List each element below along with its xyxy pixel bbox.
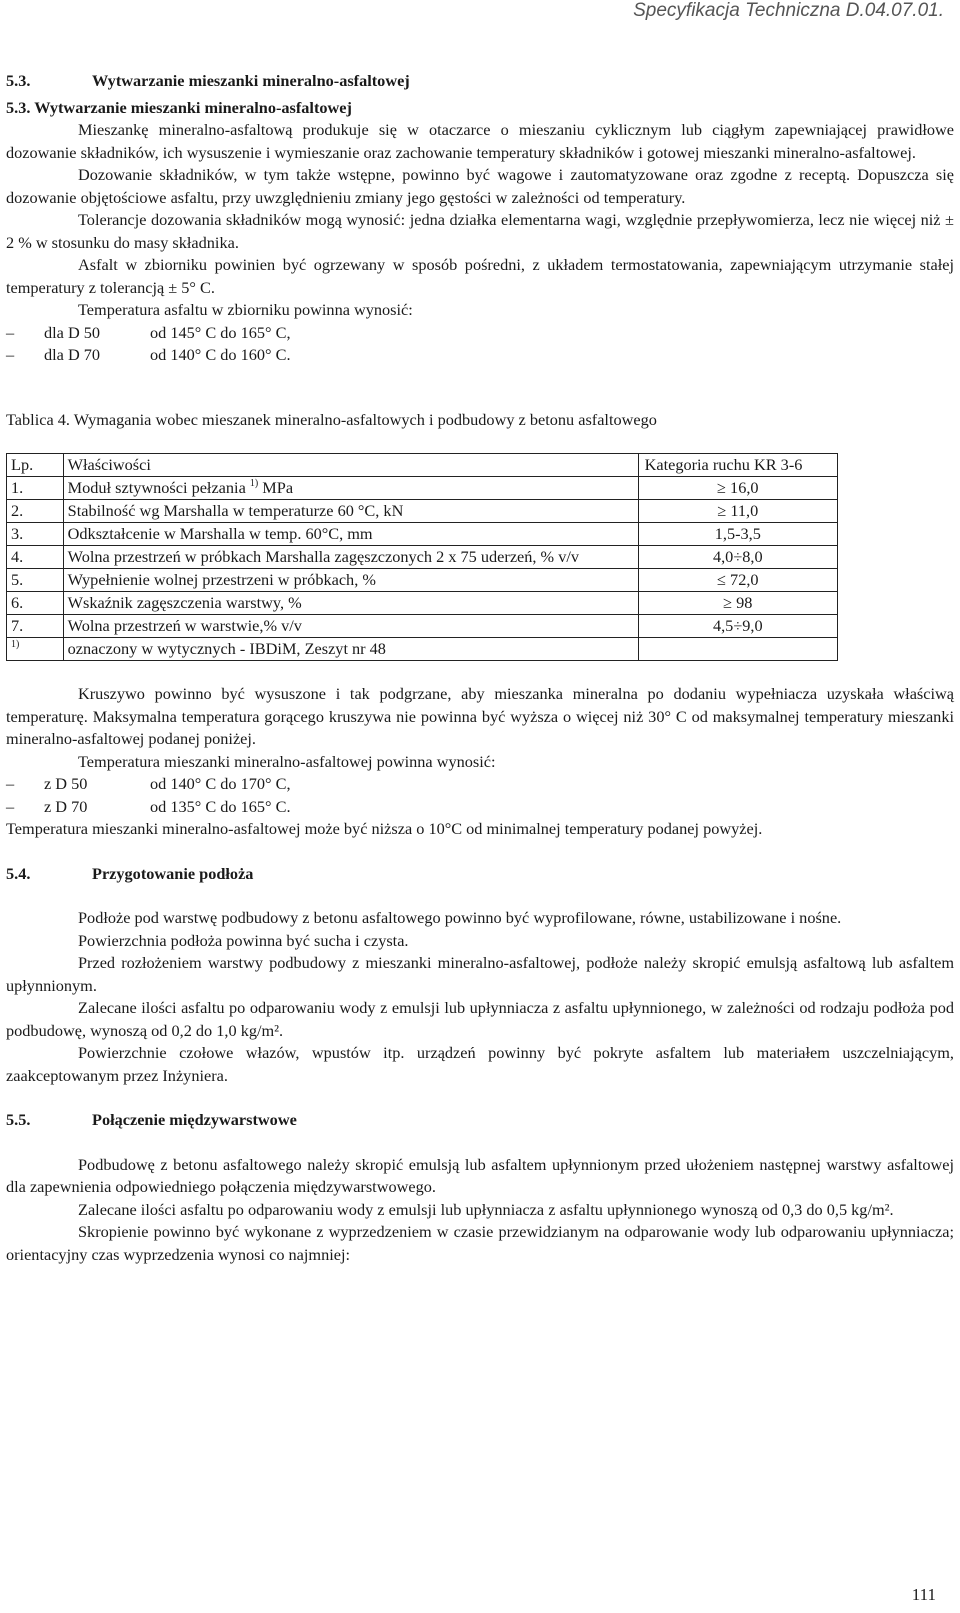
header-property: Właściwości xyxy=(63,454,638,477)
section-5-5-heading xyxy=(6,1109,954,1132)
cell-lp: 5. xyxy=(7,569,64,592)
header-lp: Lp. xyxy=(7,454,64,477)
list-item xyxy=(6,344,954,367)
section-5-3-heading-repeat: 5.3. Wytwarzanie mieszanki mineralno-asfaltowej xyxy=(6,97,352,117)
cell-value: ≥ 16,0 xyxy=(638,477,837,500)
page-content xyxy=(6,70,954,1266)
section-title: Wytwarzanie mieszanki mineralno-asfaltowej xyxy=(92,71,410,90)
paragraph: Dozowanie składników, w tym także wstępne, powinno być wagowe i zautomatyzowane oraz zgodne z receptą. Dopuszcza się dozowanie objętościowe asfaltu, przy uwzględnieniu zmiany jego gęstości w zależności od temperatury. xyxy=(6,165,954,207)
paragraph: Mieszankę mineralno-asfaltową produkuje się w otaczarce o mieszaniu cyklicznym lub ciągłym zapewniającej prawidłowe dozowanie składników, ich wysuszenie i wymieszanie oraz zachowanie temperatury składników i gotowej mieszanki mineralno-asfaltowej. xyxy=(6,120,954,162)
table-footnote-row xyxy=(7,638,838,661)
section-number: 5.3. xyxy=(6,71,31,90)
cell-lp: 2. xyxy=(7,500,64,523)
paragraph: Temperatura mieszanki mineralno-asfaltowej może być niższa o 10°C od minimalnej temperatury podanej powyżej. xyxy=(6,819,763,838)
cell-property: Odkształcenie w Marshalla w temp. 60°C, mm xyxy=(63,523,638,546)
paragraph: Kruszywo powinno być wysuszone i tak podgrzane, aby mieszanka mineralna po dodaniu wypełniacza uzyskała właściwą temperaturę. Maksymalna temperatura gorącego kruszywa nie powinna być wyższa o więcej niż 30° C od maksymalnej temperatury mieszanki mineralno-asfaltowej podanej poniżej. xyxy=(6,684,954,748)
table-row xyxy=(7,477,838,500)
cell-value: ≥ 11,0 xyxy=(638,500,837,523)
dash-marker: – xyxy=(6,345,15,364)
section-title: Przygotowanie podłoża xyxy=(92,863,254,883)
paragraph: Zalecane ilości asfaltu po odparowaniu wody z emulsji lub upłynniacza z asfaltu upłynnionego wynoszą od 0,3 do 0,5 kg/m². xyxy=(78,1199,894,1219)
document-header: Specyfikacja Techniczna D.04.07.01. xyxy=(633,0,944,21)
paragraph: Zalecane ilości asfaltu po odparowaniu wody z emulsji lub upłynniacza z asfaltu upłynnionego, w zależności od rodzaju podłoża pod podbudowę, wynoszą od 0,2 do 1,0 kg/m². xyxy=(6,998,954,1040)
table-row xyxy=(7,592,838,615)
paragraph: Podbudowę z betonu asfaltowego należy skropić emulsją lub asfaltem upłynnionym przed ułożeniem następnej warstwy asfaltowej dla zapewnienia odpowiedniego połączenia międzywarstwowego. xyxy=(6,1154,954,1196)
dash-marker: – xyxy=(6,322,15,342)
footnote-mark-cell xyxy=(7,638,64,661)
cell-value: 1,5-3,5 xyxy=(638,523,837,546)
property-suffix: MPa xyxy=(258,478,294,497)
cell-property: Wolna przestrzeń w warstwie,% v/v xyxy=(63,615,638,638)
paragraph: Tolerancje dozowania składników mogą wynosić: jedna działka elementarna wagi, względnie przepływomierza, lecz nie więcej niż ± 2 % w stosunku do masy składnika. xyxy=(6,210,954,252)
cell-lp: 6. xyxy=(7,592,64,615)
table-row xyxy=(7,569,838,592)
footnote-ref: 1) xyxy=(249,478,259,489)
paragraph: Temperatura mieszanki mineralno-asfaltowej powinna wynosić: xyxy=(78,751,496,771)
cell-property: Stabilność wg Marshalla w temperaturze 60 °C, kN xyxy=(63,500,638,523)
cell-lp: 4. xyxy=(7,546,64,569)
list-item-label: z D 50 xyxy=(44,774,88,793)
list-item-label: dla D 70 xyxy=(44,345,101,364)
cell-value: 4,5÷9,0 xyxy=(638,615,837,638)
list-item-range: od 140° C do 160° C. xyxy=(150,345,291,364)
paragraph: Powierzchnia podłoża powinna być sucha i czysta. xyxy=(78,930,409,950)
list-item xyxy=(6,773,954,796)
footnote-mark: 1) xyxy=(11,639,20,650)
list-item-range: od 140° C do 170° C, xyxy=(150,774,291,793)
paragraph: Skropienie powinno być wykonane z wyprzedzeniem w czasie przewidzianym na odparowanie wody lub odparowaniu upłynniacza; orientacyjny czas wyprzedzenia wynosi co najmniej: xyxy=(6,1222,954,1264)
list-item xyxy=(6,796,954,819)
section-title: Połączenie międzywarstwowe xyxy=(92,1110,297,1129)
section-number: 5.5. xyxy=(6,1110,31,1129)
section-5-4-heading xyxy=(6,863,954,886)
section-number: 5.4. xyxy=(6,863,31,883)
dash-marker: – xyxy=(6,796,15,816)
table-row xyxy=(7,615,838,638)
requirements-table xyxy=(6,453,838,661)
header-category: Kategoria ruchu KR 3-6 xyxy=(638,454,837,477)
page-number: 111 xyxy=(911,1585,936,1604)
list-item-range: od 135° C do 165° C. xyxy=(150,796,291,816)
list-item-label: z D 70 xyxy=(44,796,88,816)
table-caption: Tablica 4. Wymagania wobec mieszanek mineralno-asfaltowych i podbudowy z betonu asfaltowego xyxy=(6,409,657,429)
cell-lp: 1. xyxy=(7,477,64,500)
footnote-empty-cell xyxy=(638,638,837,661)
cell-property: Wskaźnik zagęszczenia warstwy, % xyxy=(63,592,638,615)
list-item-label: dla D 50 xyxy=(44,322,101,342)
cell-property: Wolna przestrzeń w próbkach Marshalla zagęszczonych 2 x 75 uderzeń, % v/v xyxy=(63,546,638,569)
footnote-text: oznaczony w wytycznych - IBDiM, Zeszyt nr 48 xyxy=(63,638,638,661)
cell-lp: 7. xyxy=(7,615,64,638)
table-row xyxy=(7,500,838,523)
paragraph: Asfalt w zbiorniku powinien być ogrzewany w sposób pośredni, z układem termostatowania, zapewniającym utrzymanie stałej temperatury z tolerancją ± 5° C. xyxy=(6,255,954,297)
cell-property xyxy=(63,477,638,500)
paragraph: Temperatura asfaltu w zbiorniku powinna wynosić: xyxy=(78,300,413,319)
property-text: Moduł sztywności pełzania xyxy=(67,478,246,497)
paragraph: Podłoże pod warstwę podbudowy z betonu asfaltowego powinno być wyprofilowane, równe, ustabilizowane i nośne. xyxy=(78,908,842,927)
section-5-3-heading xyxy=(6,70,954,93)
list-item-range: od 145° C do 165° C, xyxy=(150,322,291,342)
paragraph: Przed rozłożeniem warstwy podbudowy z mieszanki mineralno-asfaltowej, podłoże należy skropić emulsją asfaltową lub asfaltem upłynnionym. xyxy=(6,953,954,995)
table-header-row xyxy=(7,454,838,477)
cell-property: Wypełnienie wolnej przestrzeni w próbkach, % xyxy=(63,569,638,592)
paragraph: Powierzchnie czołowe włazów, wpustów itp. urządzeń powinny być pokryte asfaltem lub materiałem uszczelniającym, zaakceptowanym przez Inżyniera. xyxy=(6,1043,954,1085)
list-item xyxy=(6,322,954,345)
table-row xyxy=(7,523,838,546)
table-row xyxy=(7,546,838,569)
dash-marker: – xyxy=(6,774,15,793)
cell-value: ≥ 98 xyxy=(638,592,837,615)
cell-value: ≤ 72,0 xyxy=(638,569,837,592)
cell-lp: 3. xyxy=(7,523,64,546)
cell-value: 4,0÷8,0 xyxy=(638,546,837,569)
